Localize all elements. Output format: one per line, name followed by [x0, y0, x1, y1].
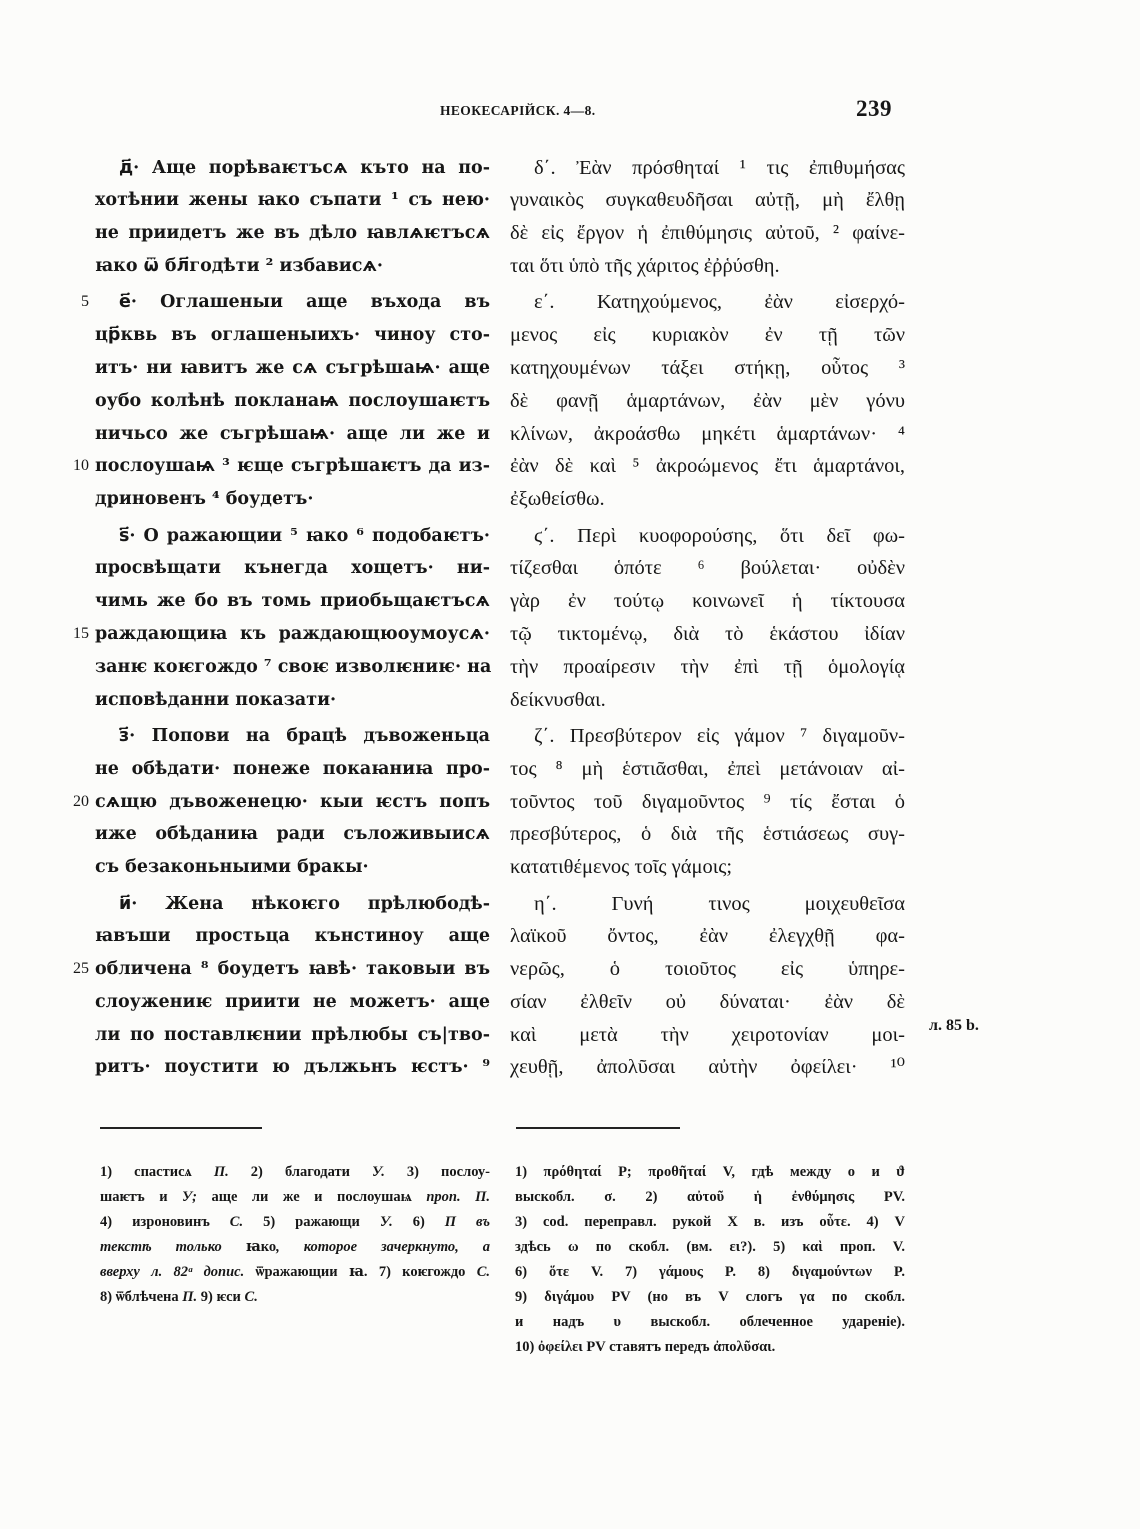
text-line [81, 286, 490, 319]
line-text: σίαν ἐλθεῖν οὐ δύναται· ἐὰν δὲ [510, 990, 905, 1013]
footnote-text: 6) [392, 1213, 445, 1230]
footnote-siglum: П. [213, 1163, 229, 1180]
text-line [510, 217, 905, 250]
slavonic-canon-6 [73, 520, 492, 717]
line-text: τίζεσθαι ὁπότε ⁶ βούλεται· οὐδὲν [510, 557, 905, 580]
margin-note: л. 85 b. [929, 1016, 979, 1034]
line-text: просвѣщати кънегда хощетъ· ни- [95, 558, 490, 579]
footnote-line [100, 1260, 490, 1285]
footnote-text: 9) ѥси [197, 1288, 245, 1305]
line-text: κλίνων, ἀκροάσθω μηκέτι ἁμαρτάνων· ⁴ [510, 422, 905, 445]
footnotes-slavonic [100, 1160, 490, 1310]
greek-canon-6 [510, 520, 905, 717]
text-line [73, 618, 490, 651]
line-text: τὴν προαίρεσιν τὴν ἐπὶ τῇ ὁμολογίᾳ [510, 655, 905, 678]
text-line [510, 352, 905, 385]
slavonic-canon-7 [73, 720, 490, 884]
footnote-siglum: У; [182, 1188, 197, 1205]
text-line [510, 483, 905, 516]
text-line [95, 920, 490, 953]
footnote-text: 4) изроновинъ [100, 1213, 230, 1230]
footnote-line [100, 1185, 490, 1210]
text-line [510, 888, 905, 921]
line-text: цр҃квь въ оглашеныихъ· чиноу сто- [95, 325, 490, 346]
line-text: τος ⁸ μὴ ἑστιᾶσθαι, ἐπεὶ μετάνοιαν αἰ- [510, 757, 905, 780]
line-text: слоужениѥ приити не можетъ· аще [95, 991, 490, 1012]
text-line [95, 1051, 490, 1084]
line-text: итъ· ни ꙗвитъ же сѧ съгрѣшаѩ· аще [95, 357, 490, 378]
footnote-line [100, 1285, 490, 1310]
line-text: ритъ· поустити ю дължьнъ ѥстъ· ⁹ [95, 1057, 490, 1078]
text-line [95, 217, 490, 250]
text-line [510, 319, 905, 352]
line-text: χευθῇ, ἀπολῦσαι αὐτὴν ὀφείλει· ¹⁰ [510, 1056, 905, 1079]
footnote-siglum: проп. П. [426, 1188, 490, 1205]
line-text: послоушаѩ ³ ѥще съгрѣшаѥтъ да из- [95, 456, 490, 477]
text-line [95, 684, 490, 717]
footnote-siglum: П. [182, 1288, 198, 1305]
text-line [73, 786, 490, 819]
footnote-line [100, 1235, 490, 1260]
line-text: κατηχουμένων τάξει στήκῃ, οὗτος ³ [510, 356, 905, 379]
text-line [95, 418, 490, 451]
line-text: ꙗвъши простьца кънстиноу аще [95, 926, 490, 947]
text-line [510, 450, 905, 483]
line-text: λαϊκοῦ ὄντος, ἐὰν ἐλεγχθῇ φα- [510, 925, 905, 948]
footnote-text: выскобл. σ. 2) αὐτοῦ ἡ ἐνθύμησις PV. [515, 1188, 905, 1205]
greek-canon-5 [510, 286, 905, 516]
footnote-line [515, 1310, 905, 1335]
footnote-siglum: С. [476, 1263, 490, 1280]
line-text: чимь же бо въ томь приобьщаѥтъсѧ [95, 591, 490, 612]
line-text: раждающиꙗ къ раждающюоумоусѧ· [95, 623, 490, 644]
text-line [510, 684, 905, 717]
footnote-line [515, 1185, 905, 1210]
line-text: η΄. Γυνή τινος μοιχευθεῖσα [534, 892, 905, 915]
text-line [510, 286, 905, 319]
footnote-text: и надъ υ выскобл. облеченное удареніе). [515, 1313, 905, 1330]
line-text: γυναικὸς συγκαθευδῆσαι αὐτῇ, μὴ ἔλθῃ [510, 189, 905, 212]
text-line [510, 520, 905, 553]
text-line [510, 250, 905, 283]
running-title: НЕОКЕСАРІЙСК. 4—8. [440, 103, 596, 118]
text-line [73, 450, 490, 483]
footnote-text: 1) πρόθηταί P; προθῆταί V, гдѣ между ο и ϑ [515, 1163, 905, 1180]
footnote-line [515, 1285, 905, 1310]
line-text: обличена ⁸ боудетъ ꙗвѣ· таковыи въ [95, 959, 490, 980]
text-line [510, 184, 905, 217]
line-text: з҃· Попови на брацѣ дъвоженьца [119, 725, 490, 746]
line-text: дриновенъ ⁴ боудетъ· [95, 489, 314, 510]
text-line [510, 618, 905, 651]
footnote-line [515, 1335, 905, 1360]
text-line [95, 520, 490, 553]
line-number: 20 [73, 792, 89, 810]
greek-canon-7 [510, 720, 905, 884]
line-text: оубо колѣнѣ покланаѩ послоушаѥтъ [95, 390, 490, 411]
slavonic-column [73, 152, 492, 1085]
text-line [510, 385, 905, 418]
line-text: хотѣнии жены ꙗко съпати ¹ съ нею· [95, 190, 490, 211]
line-text: δὲ εἰς ἔργον ἡ ἐπιθύμησις αὐτοῦ, ² φαίνε- [510, 222, 905, 245]
footnote-text: 10) ὀφείλει PV ставятъ передъ ἀπολῦσαι. [515, 1338, 776, 1355]
footnote-line [100, 1210, 490, 1235]
slavonic-canon-8 [73, 888, 490, 1085]
line-text: ϛ΄. Περὶ κυοφορούσης, ὅτι δεῖ φω- [534, 524, 905, 547]
text-line [510, 1051, 905, 1084]
footnote-text: 3) cod. переправл. рукой X в. изъ οὗτε. 4) V [515, 1213, 905, 1230]
line-text: δ΄. Ἐὰν πρόσθηταί ¹ τις ἐπιθυμήσας [534, 156, 905, 179]
text-line [510, 552, 905, 585]
text-line [95, 986, 490, 1019]
text-line [510, 953, 905, 986]
footnote-line [515, 1260, 905, 1285]
footnote-comment: , которое зачеркнуто, а [276, 1238, 490, 1255]
line-number: 15 [73, 624, 89, 642]
line-number: 5 [81, 293, 89, 311]
footnote-siglum: У. [379, 1213, 393, 1230]
text-line [510, 720, 905, 753]
text-line [95, 720, 490, 753]
line-text: νερῶς, ὁ τοιοῦτος εἰς ὑπηρε- [510, 958, 905, 981]
line-text: съ безаконьныими бракы· [95, 857, 369, 878]
footnote-comment: текстѣ только [100, 1238, 246, 1255]
page-number: 239 [856, 96, 892, 121]
footnote-text: ѿражающии ꙗ. 7) коѥгождо [244, 1263, 477, 1280]
text-line [95, 552, 490, 585]
line-text: ничьсо же съгрѣшаѩ· аще ли же и [95, 423, 490, 444]
line-text: δείκνυσθαι. [510, 688, 606, 711]
footnote-text: здѣсь ω по скобл. (вм. ει?). 5) καὶ проп. V. [515, 1238, 905, 1255]
line-text: γὰρ ἐν τούτῳ κοινωνεῖ ἡ τίκτουσα [510, 590, 905, 613]
text-line [510, 851, 905, 884]
footnotes-greek [515, 1160, 905, 1360]
footnote-text: 2) благодати [228, 1163, 373, 1180]
line-text: д҃· Аще порѣваѥтъсѧ къто на по- [119, 157, 490, 178]
text-line [95, 385, 490, 418]
footnote-siglum: С. [244, 1288, 258, 1305]
line-text: δὲ φανῇ ἁμαρτάνων, ἐὰν μὲν γόνυ [510, 389, 905, 412]
line-text: сѧщю дъвоженецю· кыи ѥстъ попъ [95, 791, 490, 812]
line-text: ѕ҃· О ражающии ⁵ ꙗко ⁶ подобаѥтъ· [119, 525, 490, 546]
text-line [95, 184, 490, 217]
footnote-text: 6) ὅτε V. 7) γάμους P. 8) διγαμούντων P. [515, 1263, 905, 1280]
line-text: ἐὰν δὲ καὶ ⁵ ἀκροώμενος ἔτι ἁμαρτάνοι, [510, 455, 905, 478]
line-text: τῷ τικτομένῳ, διὰ τὸ ἑκάστου ἰδίαν [510, 622, 905, 645]
line-number: 10 [73, 457, 89, 475]
line-text: иже обѣданиꙗ ради съложивыисѧ [95, 824, 490, 845]
footnote-rule-left [100, 1127, 262, 1129]
footnote-text: 1) спастисѧ [100, 1163, 214, 1180]
text-line [95, 483, 490, 516]
text-line [95, 152, 490, 185]
footnote-rule-right [516, 1127, 680, 1129]
greek-column [510, 152, 979, 1085]
line-text: ꙗко ѿ бл҃годѣти ² избависѧ· [95, 255, 384, 276]
line-text: τοῦντος τοῦ διγαμοῦντος ⁹ τίς ἔσται ὁ [510, 790, 905, 813]
text-line [510, 418, 905, 451]
footnote-line [515, 1210, 905, 1235]
text-line [510, 986, 905, 1019]
footnote-text: 8) ѿблѣчена [100, 1288, 183, 1305]
line-text: занѥ коѥгождо ⁷ своѥ изволѥниѥ· на [95, 656, 492, 677]
text-line [95, 585, 490, 618]
footnote-text: 5) ражающи [243, 1213, 380, 1230]
slavonic-canon-4 [95, 152, 490, 283]
text-line [95, 1019, 490, 1052]
footnote-text: ꙗко [245, 1238, 277, 1255]
footnote-siglum: С. [229, 1213, 244, 1230]
line-text: ли по поставлѥнии прѣлюбы съ|тво- [95, 1024, 490, 1045]
footnote-siglum: П въ [444, 1213, 490, 1230]
text-line [510, 651, 905, 684]
text-line [95, 753, 490, 786]
line-text: ε΄. Κατηχούμενος, ἐὰν εἰσερχό- [534, 291, 905, 314]
footnote-text: 3) послоу- [384, 1163, 490, 1180]
greek-canon-4 [510, 152, 905, 283]
text-line [95, 651, 490, 684]
line-text: καὶ μετὰ τὴν χειροτονίαν μοι- [510, 1023, 905, 1046]
text-line [510, 753, 905, 786]
text-line [510, 1016, 979, 1052]
text-line [510, 152, 905, 185]
line-text: πρεσβύτερος, ὁ διὰ τῆς ἑστιάσεως συγ- [510, 823, 905, 846]
footnote-text: 9) διγάμου PV (но въ V слогъ γα по скобл. [515, 1288, 905, 1305]
line-text: не приидетъ же въ дѣло ꙗвлѧѥтъсѧ [95, 223, 490, 244]
line-text: ζ΄. Πρεσβύτερον εἰς γάμον ⁷ διγαμοῦν- [534, 724, 905, 747]
footnote-line [515, 1160, 905, 1185]
line-text: исповѣданни показати· [95, 689, 337, 710]
text-line [510, 786, 905, 819]
text-line [510, 818, 905, 851]
text-line [73, 953, 490, 986]
footnote-text: аще ли же и послоушаѩ [196, 1188, 427, 1205]
line-text: κατατιθέμενος τοῖς γάμοις; [510, 856, 733, 879]
text-line [95, 851, 490, 884]
line-number: 25 [73, 960, 89, 978]
footnote-comment: вверху л. 82ᵃ допис. [100, 1263, 245, 1280]
line-text: μενος εἰς κυριακὸν ἐν τῇ τῶν [510, 324, 905, 347]
line-text: ται ὅτι ὑπὸ τῆς χάριτος ἐῤῥύσθη. [510, 254, 780, 277]
text-line [95, 319, 490, 352]
footnote-siglum: У. [372, 1163, 385, 1180]
footnote-text: шаѥтъ и [100, 1188, 183, 1205]
footnote-line [515, 1235, 905, 1260]
greek-canon-8 [510, 888, 979, 1085]
text-line [95, 250, 490, 283]
line-text: и҃· Жена нѣкоѥго прѣлюбодѣ- [119, 893, 490, 914]
slavonic-canon-5 [73, 286, 490, 516]
line-text: е҃· Оглашеныи аще въхода въ [119, 292, 490, 313]
footnote-line [100, 1160, 490, 1185]
text-line [95, 352, 490, 385]
line-text: ἐξωθείσθω. [510, 488, 605, 511]
text-line [95, 818, 490, 851]
text-line [95, 888, 490, 921]
line-text: не обѣдати· понеже покаꙗниꙗ про- [95, 758, 490, 779]
text-line [510, 920, 905, 953]
text-line [510, 585, 905, 618]
